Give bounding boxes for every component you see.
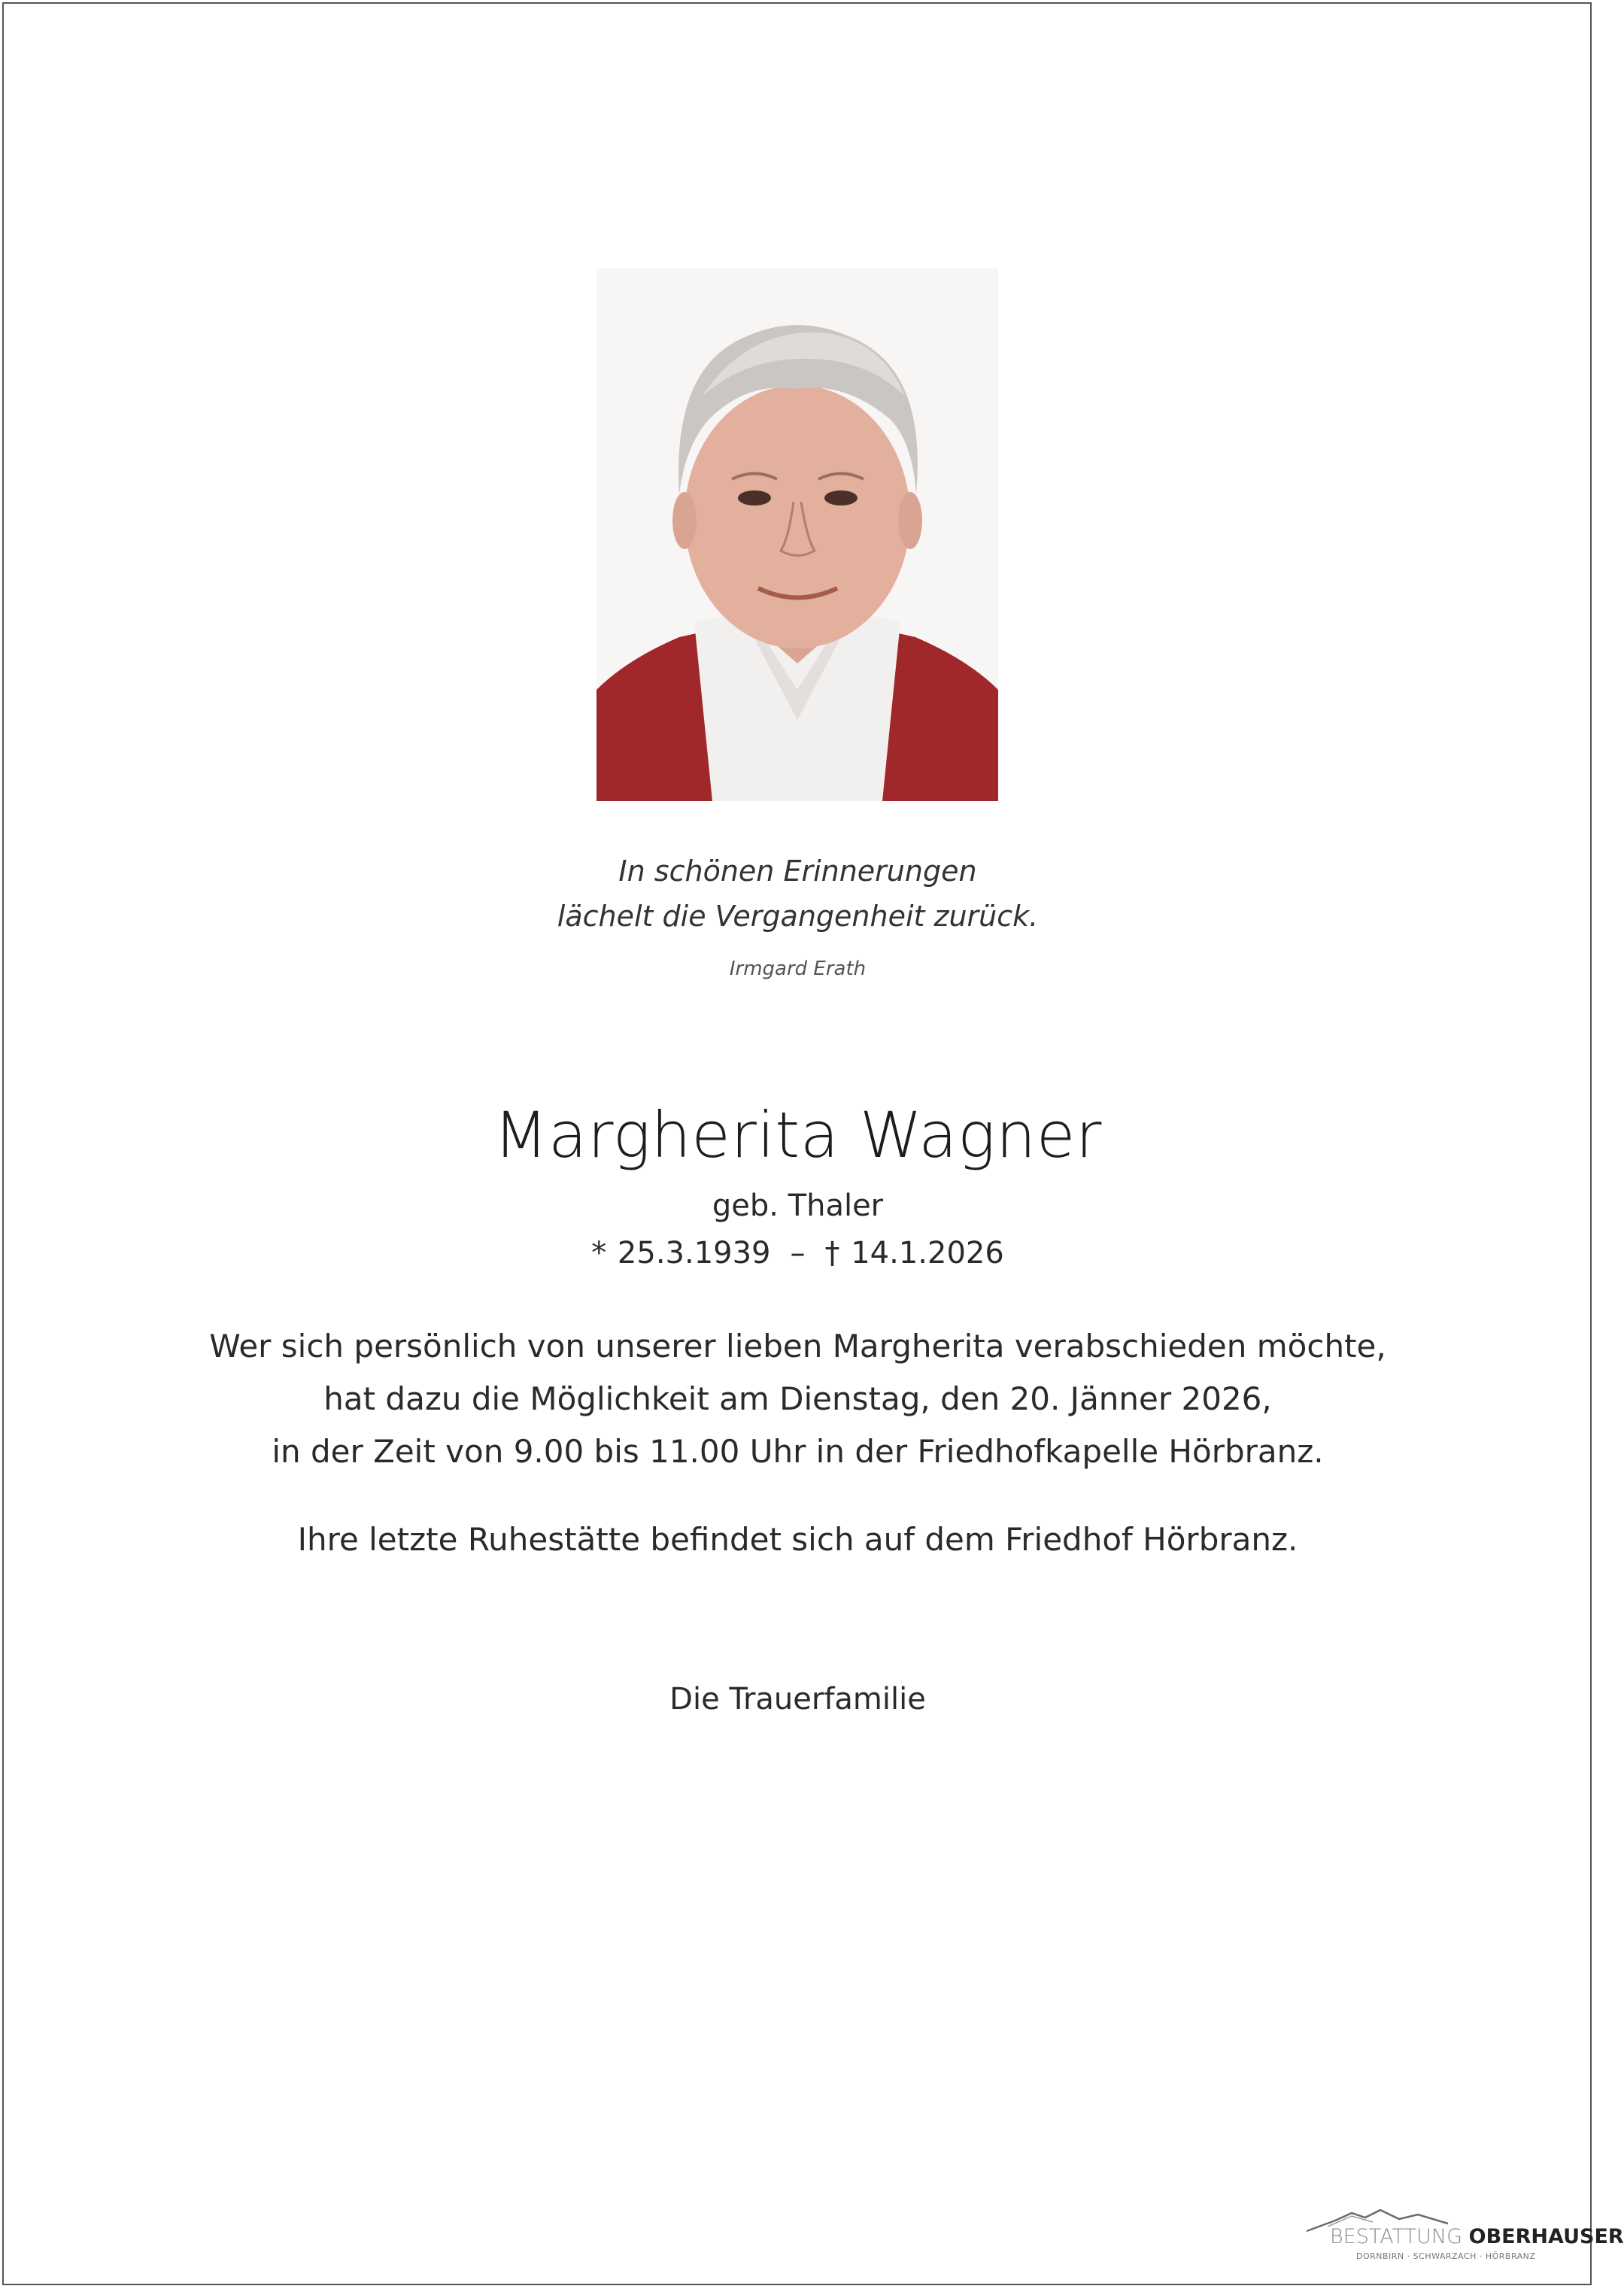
- logo-word-1: BESTATTUNG: [1330, 2225, 1463, 2248]
- portrait-photo: [596, 269, 998, 801]
- birth-date: * 25.3.1939: [591, 1236, 771, 1270]
- notice-line-1: Wer sich persönlich von unserer lieben Margherita verabschieden möchte,: [209, 1328, 1386, 1365]
- portrait-illustration: [596, 269, 998, 801]
- date-separator: –: [790, 1236, 806, 1270]
- quote-line-1: In schönen Erinnerungen: [618, 855, 977, 888]
- quote-author: Irmgard Erath: [729, 958, 867, 980]
- death-date: † 14.1.2026: [824, 1236, 1004, 1270]
- deceased-name: Margherita Wagner: [493, 1098, 1102, 1172]
- quote-line-2: lächelt die Vergangenheit zurück.: [557, 900, 1039, 933]
- life-dates: [0, 1236, 1595, 1270]
- funeral-home-logo: [1305, 2204, 1624, 2272]
- notice-line-2: hat dazu die Möglichkeit am Dienstag, den 20. Jänner 2026,: [323, 1380, 1272, 1417]
- signature: Die Trauerfamilie: [669, 1682, 926, 1717]
- logo-wordmark: [1330, 2225, 1624, 2248]
- logo-locations: DORNBIRN · SCHWARZACH · HÖRBRANZ: [1356, 2251, 1536, 2261]
- notice-line-3: in der Zeit von 9.00 bis 11.00 Uhr in der Friedhofkapelle Hörbranz.: [272, 1433, 1324, 1470]
- logo-word-2: OBERHAUSER: [1468, 2225, 1624, 2248]
- resting-place-line: Ihre letzte Ruhestätte befindet sich auf dem Friedhof Hörbranz.: [297, 1521, 1298, 1558]
- maiden-name: geb. Thaler: [712, 1189, 884, 1223]
